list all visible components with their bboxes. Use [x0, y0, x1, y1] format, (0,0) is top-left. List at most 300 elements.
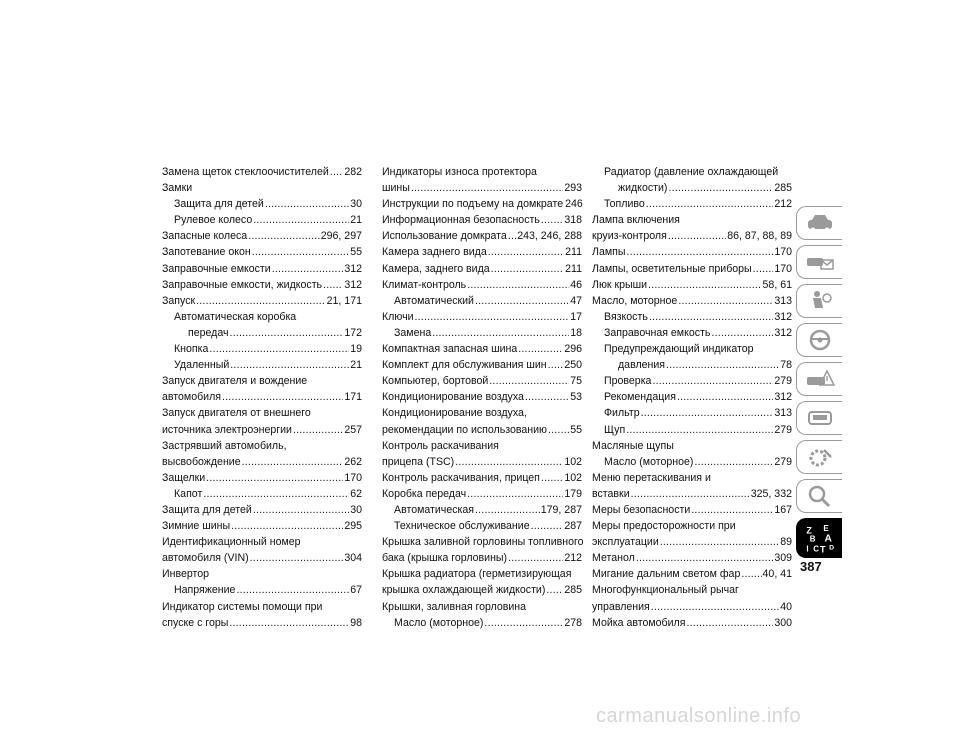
index-entry [382, 341, 582, 357]
index-page-ref[interactable]: 170 [774, 262, 792, 275]
index-entry [592, 212, 792, 228]
dot-leader [518, 341, 563, 357]
index-term: Комплект для обслуживания шин [382, 359, 547, 372]
index-term: вставки [592, 487, 630, 500]
dot-leader [694, 454, 773, 470]
dot-leader [415, 309, 570, 325]
index-entry [382, 389, 582, 405]
dot-leader [626, 244, 773, 260]
index-page-ref[interactable]: 312 [344, 262, 362, 275]
index-page-ref[interactable]: 167 [774, 503, 792, 516]
index-term: Масло (моторное) [604, 455, 694, 468]
index-page-ref[interactable]: 312 [774, 326, 792, 339]
index-page-ref[interactable]: 318 [564, 214, 582, 227]
svg-text:A: A [824, 533, 832, 545]
tab-gear-wrench[interactable] [796, 440, 842, 474]
index-entry [162, 566, 362, 582]
index-entry [382, 566, 582, 582]
index-entry [162, 486, 362, 502]
index-page-ref[interactable]: 179, 287 [540, 503, 582, 516]
index-entry [162, 518, 362, 534]
index-page-ref[interactable]: 89 [780, 536, 792, 549]
dot-leader [626, 422, 773, 438]
index-page-ref[interactable]: 98 [350, 616, 362, 629]
index-entry [382, 534, 582, 550]
index-entry [382, 196, 582, 212]
index-term: высвобождение [162, 455, 241, 468]
index-term: источника электроэнергии [162, 423, 292, 436]
index-entry [382, 438, 582, 454]
index-entry [162, 164, 362, 180]
index-entry [162, 373, 362, 389]
dot-leader [636, 550, 774, 566]
index-term: спуске с горы [162, 616, 229, 629]
dot-leader [641, 405, 774, 421]
index-entry [592, 550, 792, 566]
index-term: эксплуатации [592, 536, 659, 549]
index-entry [592, 534, 792, 550]
index-term: Замки [162, 182, 193, 195]
index-term: Индикаторы износа протектора [382, 166, 537, 178]
index-entry [382, 582, 582, 598]
index-column-2 [382, 164, 582, 631]
index-page-ref[interactable]: 86, 87, 88, 89 [727, 230, 792, 243]
index-page-ref[interactable]: 293 [564, 182, 582, 195]
index-page-ref[interactable]: 300 [774, 616, 792, 629]
index-term: автомобиля [162, 391, 221, 404]
svg-text:B: B [809, 534, 816, 544]
index-entry [162, 244, 362, 260]
index-entry [382, 615, 582, 631]
index-page-ref[interactable]: 46 [570, 278, 582, 291]
dot-leader [293, 422, 343, 438]
index-entry [592, 470, 792, 486]
index-term: Меры предосторожности при [592, 520, 736, 533]
index-term: Крышка радиатора (герметизирующая [382, 568, 572, 581]
index-term: Крышка заливной горловины топливного [382, 536, 584, 549]
index-entry [162, 599, 362, 615]
index-term: Масляные щупы [592, 439, 674, 452]
index-term: Защита для детей [174, 198, 264, 211]
index-page-ref[interactable]: 19 [350, 343, 362, 356]
dot-leader [229, 615, 349, 631]
index-term: Климат-контроль [382, 278, 467, 291]
section-tabs [796, 206, 842, 563]
dot-leader [677, 389, 773, 405]
index-entry [382, 164, 582, 180]
index-page-ref[interactable]: 40, 41 [762, 568, 792, 581]
index-term: прицепа (TSC) [382, 455, 455, 468]
index-page-ref[interactable]: 40 [780, 600, 792, 613]
dot-leader [272, 261, 344, 277]
index-entry [592, 582, 792, 598]
index-term: Компактная запасная шина [382, 343, 518, 356]
index-page-ref[interactable]: 325, 332 [750, 487, 792, 500]
index-term: Коробка передач [382, 487, 467, 500]
index-term: Идентификационный номер [162, 536, 301, 549]
index-page-ref[interactable]: 312 [774, 310, 792, 323]
index-entry [382, 212, 582, 228]
index-page-ref[interactable]: 212 [774, 198, 792, 211]
index-term: Застрявший автомобиль, [162, 439, 287, 452]
index-page-ref[interactable]: 62 [350, 487, 362, 500]
dot-leader [691, 502, 773, 518]
dot-leader [666, 357, 779, 373]
dot-leader [546, 582, 563, 598]
index-letters-icon [803, 521, 837, 555]
index-page-ref[interactable]: 58, 61 [762, 278, 792, 291]
index-entry [592, 566, 792, 582]
index-term: Меры безопасности [592, 503, 691, 516]
index-page-ref[interactable]: 67 [350, 584, 362, 597]
dot-leader [541, 470, 563, 486]
index-term: Щуп [604, 423, 626, 436]
index-page-ref[interactable]: 312 [774, 391, 792, 404]
index-entry [592, 341, 792, 357]
index-page-ref[interactable]: 171 [344, 391, 362, 404]
index-term: Масло, моторное [592, 294, 678, 307]
index-term: Удаленный [174, 359, 230, 372]
index-term: Кондиционирование воздуха [382, 391, 524, 404]
dot-leader [648, 277, 761, 293]
index-term: Кнопка [174, 343, 209, 356]
index-page-ref[interactable]: 21 [350, 214, 362, 227]
car-mail-icon [805, 250, 835, 274]
dot-leader [548, 357, 564, 373]
dot-leader [222, 389, 343, 405]
index-entry [162, 228, 362, 244]
index-entry [592, 277, 792, 293]
index-page-ref[interactable]: 102 [564, 471, 582, 484]
index-page-ref[interactable]: 172 [344, 326, 362, 339]
index-term: Лампы [592, 246, 626, 259]
index-term: автомобиля (VIN) [162, 552, 249, 565]
index-page-ref[interactable]: 170 [344, 471, 362, 484]
index-page-ref[interactable]: 102 [564, 455, 582, 468]
dot-leader [548, 422, 569, 438]
index-page-ref[interactable]: 312 [344, 278, 362, 291]
index-entry [162, 277, 362, 293]
car-warning-icon [805, 367, 835, 391]
index-entry [592, 309, 792, 325]
index-term: Многофункциональный рычаг [592, 584, 739, 597]
index-term: Защита для детей [162, 503, 252, 516]
index-entry [162, 325, 362, 341]
dot-leader [206, 470, 343, 486]
index-entry [592, 373, 792, 389]
tab-car-mail[interactable] [796, 245, 842, 279]
index-entry [382, 599, 582, 615]
dot-leader [753, 261, 774, 277]
index-term: Кондиционирование воздуха, [382, 407, 527, 420]
index-term: Топливо [604, 198, 645, 211]
dot-leader [253, 212, 349, 228]
index-term: Запотевание окон [162, 246, 251, 259]
dot-leader [475, 293, 569, 309]
index-page-ref[interactable]: 78 [780, 359, 792, 372]
tab-car-warning[interactable] [796, 362, 842, 396]
index-term: Запуск двигателя от внешнего [162, 407, 311, 420]
dot-leader [660, 534, 779, 550]
index-page-ref[interactable]: 296 [564, 343, 582, 356]
index-entry [162, 405, 362, 421]
dot-leader [651, 599, 779, 615]
magnifier-icon [805, 484, 835, 508]
index-term: Запуск [162, 294, 196, 307]
index-page-ref[interactable]: 257 [344, 423, 362, 436]
index-page-ref[interactable]: 313 [774, 294, 792, 307]
index-term: Лампы, осветительные приборы [592, 262, 752, 275]
car-front-icon [805, 211, 835, 235]
index-page-ref[interactable]: 21, 171 [326, 294, 362, 307]
dot-leader [631, 486, 750, 502]
index-term: Ключи [382, 310, 414, 323]
index-entry [382, 422, 582, 438]
index-term: Крышки, заливная горловина [382, 600, 527, 613]
tab-magnifier[interactable] [796, 479, 842, 513]
index-page-ref[interactable]: 295 [344, 520, 362, 533]
dot-leader [711, 325, 773, 341]
index-entry [382, 228, 582, 244]
index-page-ref[interactable]: 55 [350, 246, 362, 259]
index-term: Метанол [592, 552, 635, 565]
index-entry [382, 518, 582, 534]
index-page-ref[interactable]: 179 [564, 487, 582, 500]
index-term: Автоматический [394, 294, 474, 307]
tab-index[interactable] [796, 518, 842, 558]
dot-leader [649, 309, 773, 325]
index-term: Проверка [604, 375, 652, 388]
index-term: жидкости) [618, 182, 668, 195]
index-entry [382, 293, 582, 309]
index-entry [382, 454, 582, 470]
index-entry [162, 454, 362, 470]
dot-leader [491, 261, 564, 277]
index-entry [382, 309, 582, 325]
svg-text:E: E [822, 524, 829, 534]
index-page-ref[interactable]: 282 [344, 166, 362, 178]
index-term: шины [382, 182, 410, 195]
dot-leader [265, 196, 349, 212]
car-service-icon [805, 406, 835, 430]
index-page-ref[interactable]: 287 [564, 520, 582, 533]
index-entry [592, 422, 792, 438]
index-term: Запуск двигателя и вождение [162, 375, 308, 388]
index-entry [592, 405, 792, 421]
index-entry [382, 357, 582, 373]
dot-leader [196, 293, 326, 309]
index-entry [592, 357, 792, 373]
index-page-ref[interactable]: 250 [564, 359, 582, 372]
index-page-ref[interactable]: 296, 297 [320, 230, 362, 243]
index-page-ref[interactable]: 47 [570, 294, 582, 307]
index-entry [592, 502, 792, 518]
index-term: Люк крыши [592, 278, 648, 291]
index-entry [592, 389, 792, 405]
watermark: carmanualsonline.info [596, 705, 802, 727]
index-term: бака (крышка горловины) [382, 552, 508, 565]
index-entry [382, 550, 582, 566]
index-term: Камера, заднего вида [382, 262, 490, 275]
dot-leader [330, 164, 344, 180]
index-entry [592, 180, 792, 196]
index-term: давления [618, 359, 666, 372]
dot-leader [230, 357, 349, 373]
index-page-ref[interactable]: 285 [774, 182, 792, 195]
dot-leader [252, 244, 350, 260]
index-entry [162, 357, 362, 373]
index-term: рекомендации по использованию [382, 423, 547, 436]
index-term: передач [188, 326, 229, 339]
index-entry [382, 502, 582, 518]
index-page-ref[interactable]: 55 [570, 423, 582, 436]
index-term: Контроль раскачивания [382, 439, 499, 452]
index-entry [382, 486, 582, 502]
dot-leader [475, 502, 540, 518]
dot-leader [668, 180, 773, 196]
dot-leader [467, 277, 569, 293]
index-column-1 [162, 164, 362, 631]
index-entry [162, 212, 362, 228]
dot-leader [531, 518, 564, 534]
index-page-ref[interactable]: 262 [344, 455, 362, 468]
index-column-3 [592, 164, 792, 631]
index-term: Заправочные емкости [162, 262, 271, 275]
dot-leader [231, 518, 343, 534]
dot-leader [484, 615, 563, 631]
index-page-ref[interactable]: 279 [774, 455, 792, 468]
index-term: Капот [174, 487, 203, 500]
dot-leader [323, 277, 343, 293]
index-entry [162, 550, 362, 566]
dot-leader [253, 502, 349, 518]
index-page-ref[interactable]: 212 [564, 552, 582, 565]
index-term: Камера заднего вида [382, 246, 487, 259]
index-entry [382, 470, 582, 486]
index-page-ref[interactable]: 75 [570, 375, 582, 388]
index-entry [592, 486, 792, 502]
index-entry [592, 164, 792, 180]
index-term: Компьютер, бортовой [382, 375, 489, 388]
index-page-ref[interactable]: 246 [565, 198, 583, 211]
tab-steering-wheel[interactable] [796, 323, 842, 357]
index-entry [162, 582, 362, 598]
index-entry [162, 341, 362, 357]
index-entry [162, 293, 362, 309]
dot-leader [236, 582, 349, 598]
dot-leader [686, 615, 773, 631]
index-entry [592, 293, 792, 309]
page-number: 387 [800, 559, 822, 574]
index-page-ref[interactable]: 211 [565, 262, 582, 275]
index-entry [592, 438, 792, 454]
index-page-ref[interactable]: 30 [350, 198, 362, 211]
index-term: Заправочные емкости, жидкость [162, 278, 323, 291]
index-page-ref[interactable]: 309 [774, 552, 792, 565]
index-entry [162, 422, 362, 438]
steering-wheel-icon [805, 328, 835, 352]
index-term: Защелки [162, 471, 206, 484]
index-term: Рулевое колесо [174, 214, 253, 227]
index-page-ref[interactable]: 17 [570, 310, 582, 323]
index-entry [592, 228, 792, 244]
index-term: круиз-контроля [592, 230, 667, 243]
index-page-ref[interactable]: 211 [565, 246, 582, 259]
index-entry [592, 261, 792, 277]
index-page-ref[interactable]: 304 [344, 552, 362, 565]
index-term: Индикатор системы помощи при [162, 600, 323, 613]
dot-leader [230, 325, 344, 341]
dot-leader [432, 325, 569, 341]
index-page-ref[interactable]: 21 [350, 359, 362, 372]
dot-leader [209, 341, 349, 357]
tab-car-front[interactable] [796, 206, 842, 240]
index-term: Запасные колеса [162, 230, 248, 243]
gear-wrench-icon [805, 445, 835, 469]
dot-leader [652, 373, 773, 389]
dot-leader [203, 486, 349, 502]
index-term: крышка охлаждающей жидкости) [382, 584, 546, 597]
tab-seat-airbag[interactable] [796, 284, 842, 318]
index-page-ref[interactable]: 313 [774, 407, 792, 420]
index-page-ref[interactable]: 279 [774, 375, 792, 388]
index-term: Масло (моторное) [394, 616, 484, 629]
index-term: Инструкции по подъему на домкрате [382, 198, 564, 211]
index-term: Фильтр [604, 407, 640, 420]
index-term: Предупреждающий индикатор [604, 343, 754, 356]
index-term: Заправочная емкость [604, 326, 711, 339]
index-entry [382, 325, 582, 341]
index-page-ref[interactable]: 18 [570, 326, 582, 339]
dot-leader [411, 180, 563, 196]
index-entry [592, 196, 792, 212]
index-page-ref[interactable]: 243, 246, 288 [517, 230, 582, 243]
tab-car-service[interactable] [796, 401, 842, 435]
index-term: Лампа включения [592, 214, 680, 227]
index-term: Радиатор (давление охлаждающей [604, 166, 779, 178]
index-entry [162, 309, 362, 325]
index-entry [162, 470, 362, 486]
index-entry [592, 244, 792, 260]
svg-text:Z: Z [805, 525, 812, 536]
index-page-ref[interactable]: 278 [564, 616, 582, 629]
dot-leader [508, 550, 563, 566]
index-entry [162, 196, 362, 212]
seat-airbag-icon [805, 289, 835, 313]
index-entry [162, 180, 362, 196]
dot-leader [525, 389, 569, 405]
index-page-ref[interactable]: 170 [774, 246, 792, 259]
svg-text:I: I [805, 544, 809, 554]
index-term: Рекомендация [604, 391, 676, 404]
index-entry [382, 277, 582, 293]
index-term: Автоматическая [394, 503, 475, 516]
dot-leader [646, 196, 774, 212]
index-page-ref[interactable]: 279 [774, 423, 792, 436]
index-entry [382, 405, 582, 421]
index-term: Техническое обслуживание [394, 520, 530, 533]
index-term: Вязкость [604, 310, 648, 323]
index-page-ref[interactable]: 30 [350, 503, 362, 516]
index-term: Использование домкрата [382, 230, 507, 243]
index-page-ref[interactable]: 53 [570, 391, 582, 404]
dot-leader [455, 454, 563, 470]
index-entry [162, 261, 362, 277]
svg-text:T: T [819, 544, 826, 555]
index-term: Контроль раскачивания, прицеп [382, 471, 540, 484]
index-page-ref[interactable]: 285 [564, 584, 582, 597]
dot-leader [668, 228, 726, 244]
